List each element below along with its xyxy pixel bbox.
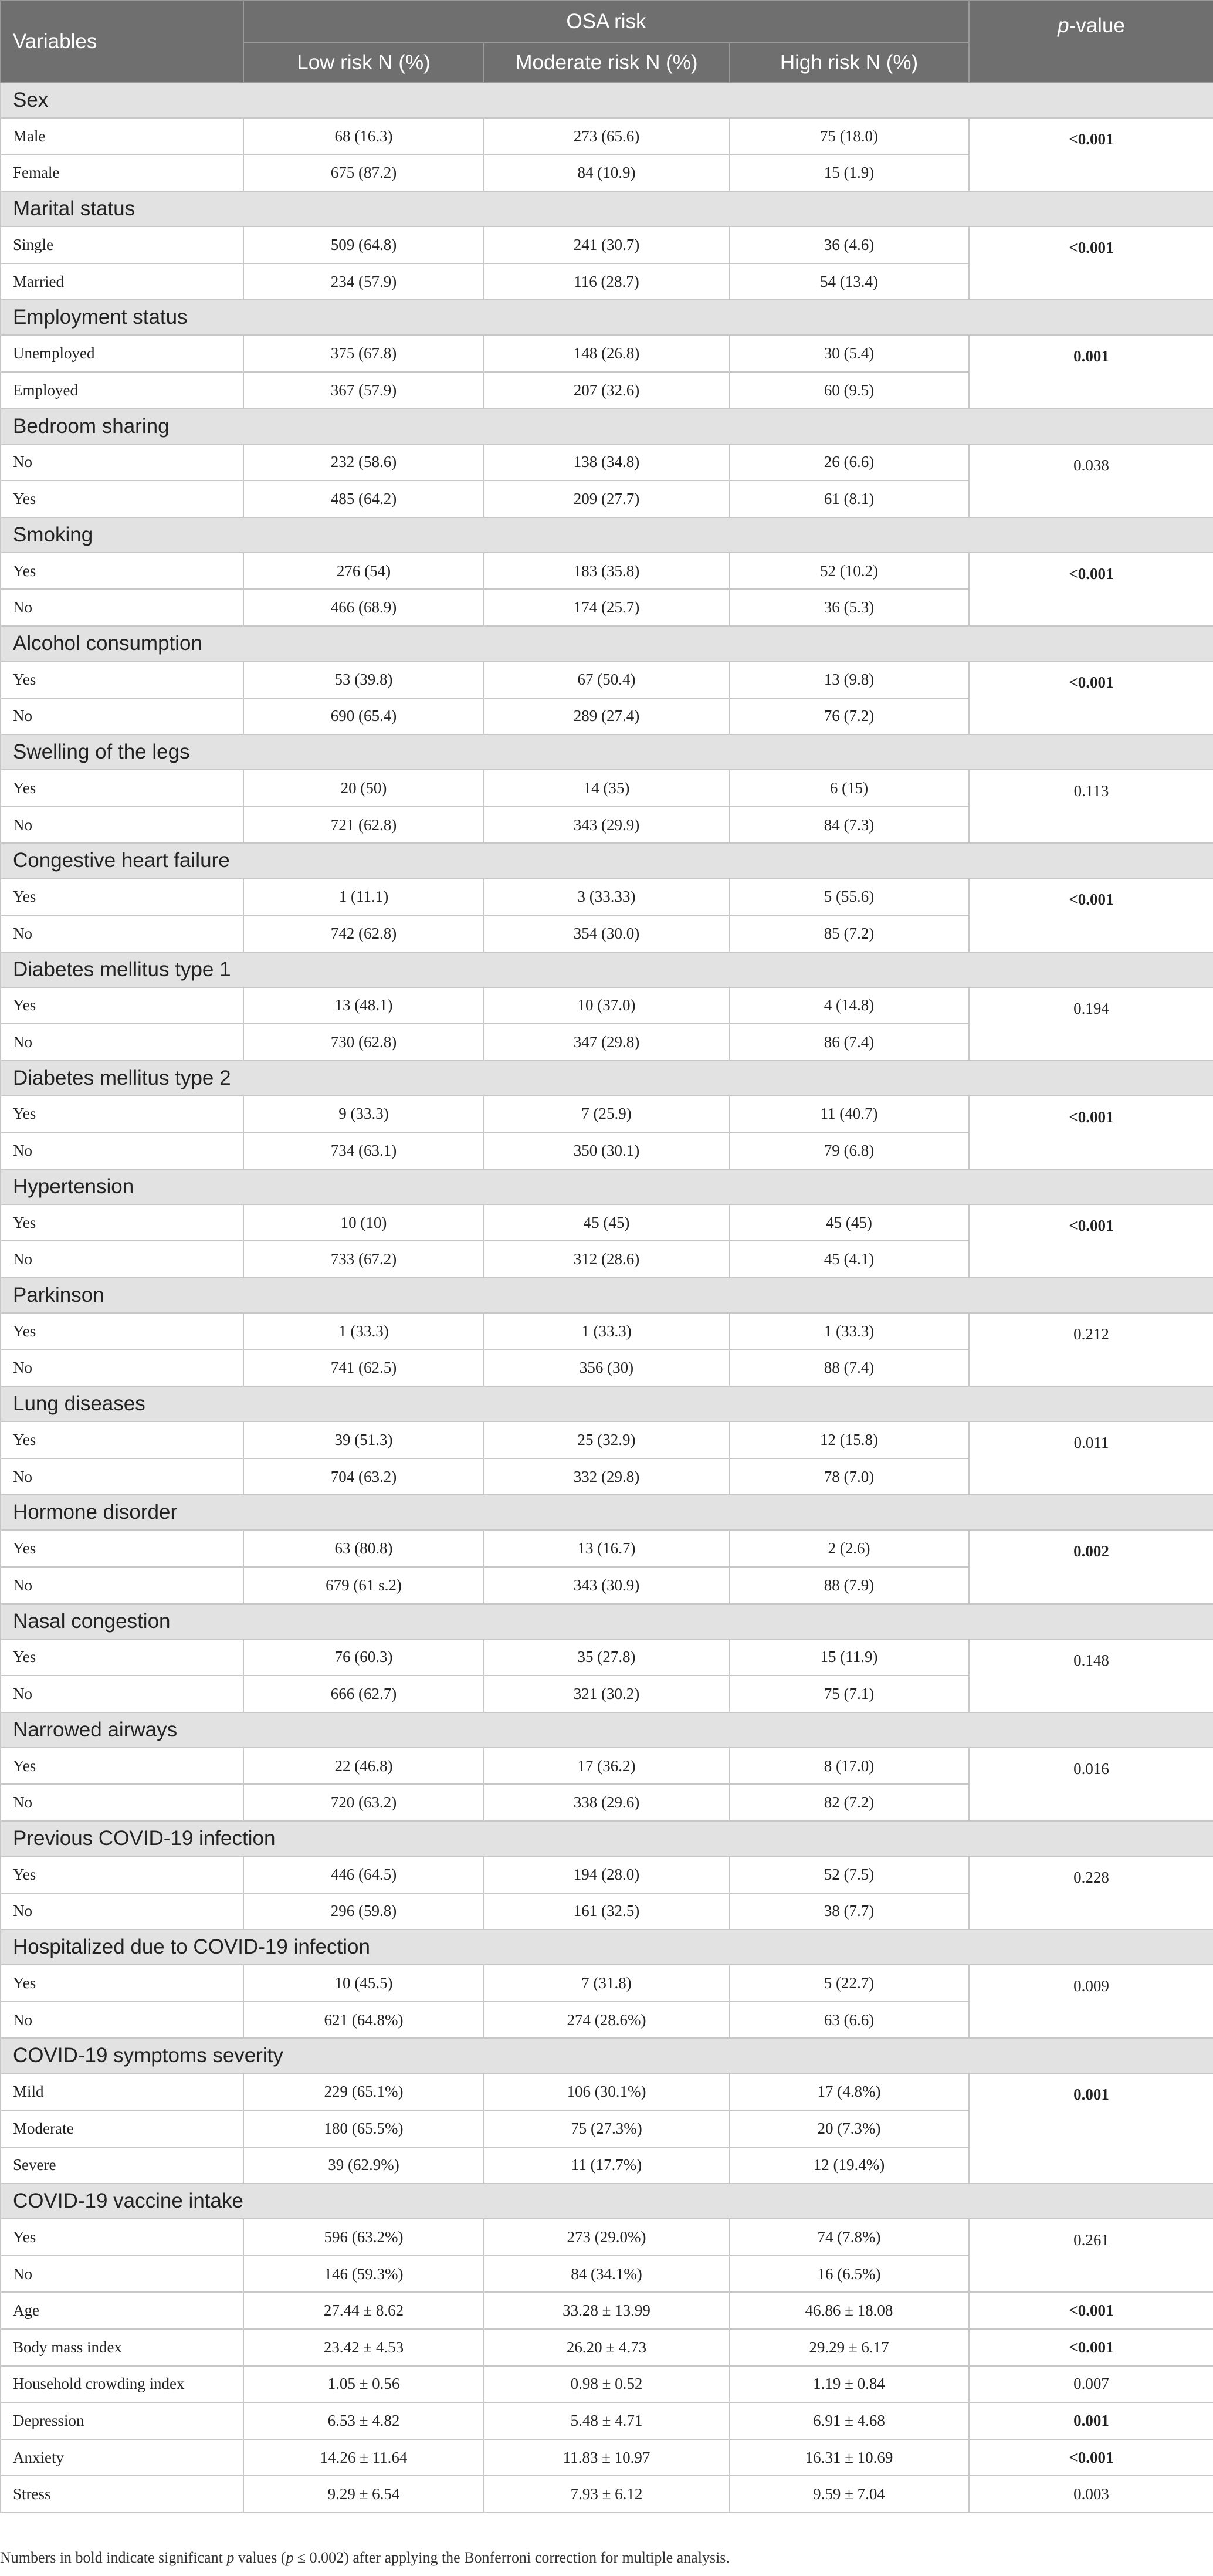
moderate-risk-cell: 274 (28.6%) (484, 2002, 729, 2039)
section-title: Hospitalized due to COVID-19 infection (1, 1930, 1213, 1965)
moderate-risk-cell: 11 (17.7%) (484, 2147, 729, 2184)
section-title: Hypertension (1, 1169, 1213, 1204)
row-label: No (1, 444, 243, 481)
table-row (1, 1421, 1213, 1458)
low-risk-cell: 375 (67.8) (243, 335, 484, 372)
high-risk-cell: 52 (7.5) (729, 1856, 969, 1893)
low-risk-cell: 6.53 ± 4.82 (243, 2402, 484, 2439)
row-label: No (1, 1132, 243, 1169)
row-label: No (1, 1675, 243, 1712)
high-risk-cell: 82 (7.2) (729, 1784, 969, 1821)
low-risk-cell: 180 (65.5%) (243, 2110, 484, 2147)
p-value-cell: <0.001 (969, 661, 1213, 734)
low-risk-cell: 742 (62.8) (243, 915, 484, 952)
high-risk-cell: 11 (40.7) (729, 1096, 969, 1133)
section-row (1, 83, 1213, 118)
section-row (1, 1930, 1213, 1965)
low-risk-cell: 229 (65.1%) (243, 2073, 484, 2110)
high-risk-cell: 76 (7.2) (729, 698, 969, 735)
moderate-risk-cell: 10 (37.0) (484, 987, 729, 1024)
table-row (1, 1639, 1213, 1676)
moderate-risk-cell: 1 (33.3) (484, 1313, 729, 1350)
high-risk-cell: 15 (1.9) (729, 155, 969, 192)
row-label: Male (1, 118, 243, 155)
moderate-risk-cell: 106 (30.1%) (484, 2073, 729, 2110)
row-label: Household crowding index (1, 2366, 243, 2403)
high-risk-cell: 5 (22.7) (729, 1965, 969, 2002)
high-risk-cell: 6 (15) (729, 770, 969, 807)
row-label: Married (1, 263, 243, 300)
row-label: No (1, 1241, 243, 1278)
moderate-risk-cell: 273 (29.0%) (484, 2219, 729, 2256)
moderate-risk-cell: 75 (27.3%) (484, 2110, 729, 2147)
high-risk-cell: 79 (6.8) (729, 1132, 969, 1169)
low-risk-cell: 509 (64.8) (243, 226, 484, 263)
high-risk-cell: 61 (8.1) (729, 480, 969, 517)
low-risk-cell: 276 (54) (243, 553, 484, 590)
section-title: Parkinson (1, 1278, 1213, 1313)
high-risk-cell: 88 (7.9) (729, 1567, 969, 1604)
table-row (1, 118, 1213, 155)
moderate-risk-cell: 84 (34.1%) (484, 2256, 729, 2293)
section-row (1, 952, 1213, 987)
row-label: Yes (1, 878, 243, 915)
low-risk-cell: 367 (57.9) (243, 372, 484, 409)
row-label: Mild (1, 2073, 243, 2110)
p-value-cell: <0.001 (969, 118, 1213, 191)
p-value-cell: 0.003 (969, 2476, 1213, 2513)
moderate-risk-cell: 161 (32.5) (484, 1893, 729, 1930)
high-risk-cell: 52 (10.2) (729, 553, 969, 590)
p-value-cell: 0.113 (969, 770, 1213, 843)
high-risk-cell: 75 (7.1) (729, 1675, 969, 1712)
high-risk-cell: 36 (4.6) (729, 226, 969, 263)
low-risk-cell: 446 (64.5) (243, 1856, 484, 1893)
low-risk-cell: 721 (62.8) (243, 807, 484, 844)
low-risk-cell: 10 (45.5) (243, 1965, 484, 2002)
row-label: Yes (1, 987, 243, 1024)
section-title: Alcohol consumption (1, 626, 1213, 661)
high-risk-cell: 4 (14.8) (729, 987, 969, 1024)
section-title: Marital status (1, 191, 1213, 226)
table-row (1, 2439, 1213, 2476)
moderate-risk-cell: 84 (10.9) (484, 155, 729, 192)
row-label: Employed (1, 372, 243, 409)
section-row (1, 191, 1213, 226)
high-risk-cell: 86 (7.4) (729, 1024, 969, 1061)
moderate-risk-cell: 194 (28.0) (484, 1856, 729, 1893)
row-label: Yes (1, 1530, 243, 1567)
p-value-cell: 0.001 (969, 2073, 1213, 2184)
low-risk-cell: 22 (46.8) (243, 1748, 484, 1785)
low-risk-cell: 232 (58.6) (243, 444, 484, 481)
low-risk-cell: 68 (16.3) (243, 118, 484, 155)
moderate-risk-cell: 25 (32.9) (484, 1421, 729, 1458)
row-label: Age (1, 2292, 243, 2329)
moderate-risk-cell: 356 (30) (484, 1350, 729, 1387)
high-risk-cell: 88 (7.4) (729, 1350, 969, 1387)
section-row (1, 1712, 1213, 1748)
section-row (1, 1278, 1213, 1313)
section-row (1, 1495, 1213, 1530)
p-value-cell: 0.001 (969, 2402, 1213, 2439)
low-risk-cell: 704 (63.2) (243, 1458, 484, 1495)
high-risk-cell: 17 (4.8%) (729, 2073, 969, 2110)
high-risk-cell: 45 (4.1) (729, 1241, 969, 1278)
table-body (1, 83, 1213, 2513)
table-row (1, 1313, 1213, 1350)
row-label: Yes (1, 1096, 243, 1133)
section-row (1, 1821, 1213, 1856)
high-risk-cell: 29.29 ± 6.17 (729, 2329, 969, 2366)
section-title: Sex (1, 83, 1213, 118)
moderate-risk-cell: 17 (36.2) (484, 1748, 729, 1785)
section-title: Swelling of the legs (1, 734, 1213, 770)
section-title: Employment status (1, 300, 1213, 335)
p-value-cell: 0.261 (969, 2219, 1213, 2292)
high-risk-cell: 16 (6.5%) (729, 2256, 969, 2293)
row-label: Yes (1, 1421, 243, 1458)
row-label: Yes (1, 1965, 243, 2002)
moderate-risk-cell: 67 (50.4) (484, 661, 729, 698)
low-risk-cell: 596 (63.2%) (243, 2219, 484, 2256)
high-risk-cell: 15 (11.9) (729, 1639, 969, 1676)
section-row (1, 409, 1213, 444)
moderate-risk-cell: 26.20 ± 4.73 (484, 2329, 729, 2366)
low-risk-cell: 733 (67.2) (243, 1241, 484, 1278)
moderate-risk-cell: 183 (35.8) (484, 553, 729, 590)
low-risk-cell: 39 (51.3) (243, 1421, 484, 1458)
row-label: No (1, 1350, 243, 1387)
moderate-risk-cell: 209 (27.7) (484, 480, 729, 517)
row-label: Yes (1, 661, 243, 698)
low-risk-cell: 1 (11.1) (243, 878, 484, 915)
high-risk-cell: 12 (15.8) (729, 1421, 969, 1458)
high-risk-cell: 6.91 ± 4.68 (729, 2402, 969, 2439)
row-label: Body mass index (1, 2329, 243, 2366)
table-row (1, 1856, 1213, 1893)
low-risk-cell: 1 (33.3) (243, 1313, 484, 1350)
row-label: Yes (1, 2219, 243, 2256)
section-row (1, 1604, 1213, 1639)
moderate-risk-cell: 273 (65.6) (484, 118, 729, 155)
p-value-cell: 0.011 (969, 1421, 1213, 1495)
row-label: Unemployed (1, 335, 243, 372)
table-row (1, 1748, 1213, 1785)
low-risk-cell: 9.29 ± 6.54 (243, 2476, 484, 2513)
row-label: Single (1, 226, 243, 263)
section-title: Nasal congestion (1, 1604, 1213, 1639)
p-value-cell: 0.009 (969, 1965, 1213, 2038)
low-risk-cell: 485 (64.2) (243, 480, 484, 517)
section-title: Bedroom sharing (1, 409, 1213, 444)
row-label: Moderate (1, 2110, 243, 2147)
p-value-cell: 0.148 (969, 1639, 1213, 1712)
table-footnote: Numbers in bold indicate significant p values (p ≤ 0.002) after applying the Bonferroni correction for multiple analysis. (0, 2549, 730, 2566)
row-label: No (1, 698, 243, 735)
moderate-risk-cell: 116 (28.7) (484, 263, 729, 300)
header-osa-risk: OSA risk (243, 1, 969, 43)
high-risk-cell: 16.31 ± 10.69 (729, 2439, 969, 2476)
low-risk-cell: 76 (60.3) (243, 1639, 484, 1676)
high-risk-cell: 13 (9.8) (729, 661, 969, 698)
moderate-risk-cell: 207 (32.6) (484, 372, 729, 409)
moderate-risk-cell: 138 (34.8) (484, 444, 729, 481)
moderate-risk-cell: 11.83 ± 10.97 (484, 2439, 729, 2476)
low-risk-cell: 666 (62.7) (243, 1675, 484, 1712)
high-risk-cell: 1 (33.3) (729, 1313, 969, 1350)
p-value-cell: 0.016 (969, 1748, 1213, 1821)
table-row (1, 2073, 1213, 2110)
table-row (1, 335, 1213, 372)
high-risk-cell: 63 (6.6) (729, 2002, 969, 2039)
low-risk-cell: 720 (63.2) (243, 1784, 484, 1821)
moderate-risk-cell: 174 (25.7) (484, 589, 729, 626)
table-row (1, 1965, 1213, 2002)
p-value-cell: <0.001 (969, 226, 1213, 300)
table-row (1, 226, 1213, 263)
high-risk-cell: 8 (17.0) (729, 1748, 969, 1785)
section-row (1, 2184, 1213, 2219)
moderate-risk-cell: 33.28 ± 13.99 (484, 2292, 729, 2329)
row-label: Yes (1, 1204, 243, 1241)
table-row (1, 1530, 1213, 1567)
section-title: Diabetes mellitus type 2 (1, 1061, 1213, 1096)
section-row (1, 1169, 1213, 1204)
header-moderate-risk: Moderate risk N (%) (484, 43, 729, 83)
high-risk-cell: 38 (7.7) (729, 1893, 969, 1930)
p-value-cell: <0.001 (969, 2439, 1213, 2476)
low-risk-cell: 20 (50) (243, 770, 484, 807)
row-label: Depression (1, 2402, 243, 2439)
low-risk-cell: 466 (68.9) (243, 589, 484, 626)
moderate-risk-cell: 148 (26.8) (484, 335, 729, 372)
low-risk-cell: 1.05 ± 0.56 (243, 2366, 484, 2403)
high-risk-cell: 12 (19.4%) (729, 2147, 969, 2184)
moderate-risk-cell: 347 (29.8) (484, 1024, 729, 1061)
table-row (1, 770, 1213, 807)
row-label: No (1, 2002, 243, 2039)
table-row (1, 2292, 1213, 2329)
row-label: Yes (1, 1748, 243, 1785)
section-title: COVID-19 symptoms severity (1, 2038, 1213, 2073)
high-risk-cell: 36 (5.3) (729, 589, 969, 626)
section-title: COVID-19 vaccine intake (1, 2184, 1213, 2219)
header-variables: Variables (1, 1, 243, 83)
row-label: No (1, 1784, 243, 1821)
section-row (1, 2038, 1213, 2073)
low-risk-cell: 679 (61 s.2) (243, 1567, 484, 1604)
row-label: No (1, 1024, 243, 1061)
row-label: Yes (1, 1313, 243, 1350)
high-risk-cell: 26 (6.6) (729, 444, 969, 481)
moderate-risk-cell: 241 (30.7) (484, 226, 729, 263)
low-risk-cell: 63 (80.8) (243, 1530, 484, 1567)
row-label: No (1, 1893, 243, 1930)
moderate-risk-cell: 7 (31.8) (484, 1965, 729, 2002)
low-risk-cell: 296 (59.8) (243, 1893, 484, 1930)
low-risk-cell: 690 (65.4) (243, 698, 484, 735)
table-row (1, 444, 1213, 481)
moderate-risk-cell: 45 (45) (484, 1204, 729, 1241)
section-row (1, 734, 1213, 770)
row-label: No (1, 589, 243, 626)
high-risk-cell: 75 (18.0) (729, 118, 969, 155)
row-label: No (1, 1458, 243, 1495)
section-row (1, 517, 1213, 553)
header-p-value: p-value (969, 1, 1213, 83)
high-risk-cell: 84 (7.3) (729, 807, 969, 844)
section-title: Previous COVID-19 infection (1, 1821, 1213, 1856)
moderate-risk-cell: 5.48 ± 4.71 (484, 2402, 729, 2439)
moderate-risk-cell: 343 (29.9) (484, 807, 729, 844)
row-label: Yes (1, 553, 243, 590)
low-risk-cell: 734 (63.1) (243, 1132, 484, 1169)
low-risk-cell: 27.44 ± 8.62 (243, 2292, 484, 2329)
moderate-risk-cell: 289 (27.4) (484, 698, 729, 735)
row-label: No (1, 1567, 243, 1604)
moderate-risk-cell: 7 (25.9) (484, 1096, 729, 1133)
row-label: Yes (1, 480, 243, 517)
table-row (1, 1096, 1213, 1133)
high-risk-cell: 20 (7.3%) (729, 2110, 969, 2147)
p-value-cell: 0.228 (969, 1856, 1213, 1930)
high-risk-cell: 45 (45) (729, 1204, 969, 1241)
high-risk-cell: 60 (9.5) (729, 372, 969, 409)
p-value-cell: 0.002 (969, 1530, 1213, 1603)
low-risk-cell: 146 (59.3%) (243, 2256, 484, 2293)
row-label: Yes (1, 770, 243, 807)
high-risk-cell: 2 (2.6) (729, 1530, 969, 1567)
row-label: Yes (1, 1856, 243, 1893)
low-risk-cell: 730 (62.8) (243, 1024, 484, 1061)
row-label: Yes (1, 1639, 243, 1676)
section-row (1, 300, 1213, 335)
high-risk-cell: 5 (55.6) (729, 878, 969, 915)
low-risk-cell: 13 (48.1) (243, 987, 484, 1024)
low-risk-cell: 53 (39.8) (243, 661, 484, 698)
table-row (1, 1204, 1213, 1241)
high-risk-cell: 9.59 ± 7.04 (729, 2476, 969, 2513)
moderate-risk-cell: 7.93 ± 6.12 (484, 2476, 729, 2513)
section-row (1, 1061, 1213, 1096)
high-risk-cell: 85 (7.2) (729, 915, 969, 952)
section-title: Hormone disorder (1, 1495, 1213, 1530)
section-title: Diabetes mellitus type 1 (1, 952, 1213, 987)
high-risk-cell: 1.19 ± 0.84 (729, 2366, 969, 2403)
p-value-cell: 0.001 (969, 335, 1213, 408)
low-risk-cell: 23.42 ± 4.53 (243, 2329, 484, 2366)
high-risk-cell: 78 (7.0) (729, 1458, 969, 1495)
table-row (1, 2366, 1213, 2403)
section-row (1, 626, 1213, 661)
p-value-cell: <0.001 (969, 1204, 1213, 1278)
p-value-cell: <0.001 (969, 2292, 1213, 2329)
moderate-risk-cell: 13 (16.7) (484, 1530, 729, 1567)
table-row (1, 987, 1213, 1024)
p-value-cell: 0.007 (969, 2366, 1213, 2403)
moderate-risk-cell: 312 (28.6) (484, 1241, 729, 1278)
section-row (1, 1386, 1213, 1421)
section-row (1, 843, 1213, 878)
row-label: No (1, 2256, 243, 2293)
table-header (1, 1, 1213, 83)
high-risk-cell: 46.86 ± 18.08 (729, 2292, 969, 2329)
moderate-risk-cell: 343 (30.9) (484, 1567, 729, 1604)
moderate-risk-cell: 14 (35) (484, 770, 729, 807)
low-risk-cell: 234 (57.9) (243, 263, 484, 300)
p-value-cell: <0.001 (969, 1096, 1213, 1169)
moderate-risk-cell: 350 (30.1) (484, 1132, 729, 1169)
moderate-risk-cell: 321 (30.2) (484, 1675, 729, 1712)
section-title: Congestive heart failure (1, 843, 1213, 878)
moderate-risk-cell: 338 (29.6) (484, 1784, 729, 1821)
low-risk-cell: 621 (64.8%) (243, 2002, 484, 2039)
row-label: No (1, 915, 243, 952)
row-label: Anxiety (1, 2439, 243, 2476)
p-value-cell: <0.001 (969, 878, 1213, 952)
table-row (1, 2329, 1213, 2366)
moderate-risk-cell: 3 (33.33) (484, 878, 729, 915)
high-risk-cell: 54 (13.4) (729, 263, 969, 300)
moderate-risk-cell: 35 (27.8) (484, 1639, 729, 1676)
table-row (1, 661, 1213, 698)
table-row (1, 2476, 1213, 2513)
table-row (1, 2219, 1213, 2256)
table-row (1, 2402, 1213, 2439)
p-value-cell: 0.194 (969, 987, 1213, 1061)
section-title: Lung diseases (1, 1386, 1213, 1421)
low-risk-cell: 675 (87.2) (243, 155, 484, 192)
low-risk-cell: 14.26 ± 11.64 (243, 2439, 484, 2476)
header-low-risk: Low risk N (%) (243, 43, 484, 83)
low-risk-cell: 9 (33.3) (243, 1096, 484, 1133)
low-risk-cell: 741 (62.5) (243, 1350, 484, 1387)
p-value-cell: <0.001 (969, 2329, 1213, 2366)
p-value-cell: 0.212 (969, 1313, 1213, 1386)
row-label: Female (1, 155, 243, 192)
section-title: Narrowed airways (1, 1712, 1213, 1748)
moderate-risk-cell: 332 (29.8) (484, 1458, 729, 1495)
low-risk-cell: 39 (62.9%) (243, 2147, 484, 2184)
table-row (1, 878, 1213, 915)
section-title: Smoking (1, 517, 1213, 553)
moderate-risk-cell: 0.98 ± 0.52 (484, 2366, 729, 2403)
moderate-risk-cell: 354 (30.0) (484, 915, 729, 952)
table-row (1, 553, 1213, 590)
header-high-risk: High risk N (%) (729, 43, 969, 83)
row-label: No (1, 807, 243, 844)
row-label: Severe (1, 2147, 243, 2184)
high-risk-cell: 30 (5.4) (729, 335, 969, 372)
low-risk-cell: 10 (10) (243, 1204, 484, 1241)
p-value-cell: <0.001 (969, 553, 1213, 626)
high-risk-cell: 74 (7.8%) (729, 2219, 969, 2256)
p-value-cell: 0.038 (969, 444, 1213, 517)
row-label: Stress (1, 2476, 243, 2513)
